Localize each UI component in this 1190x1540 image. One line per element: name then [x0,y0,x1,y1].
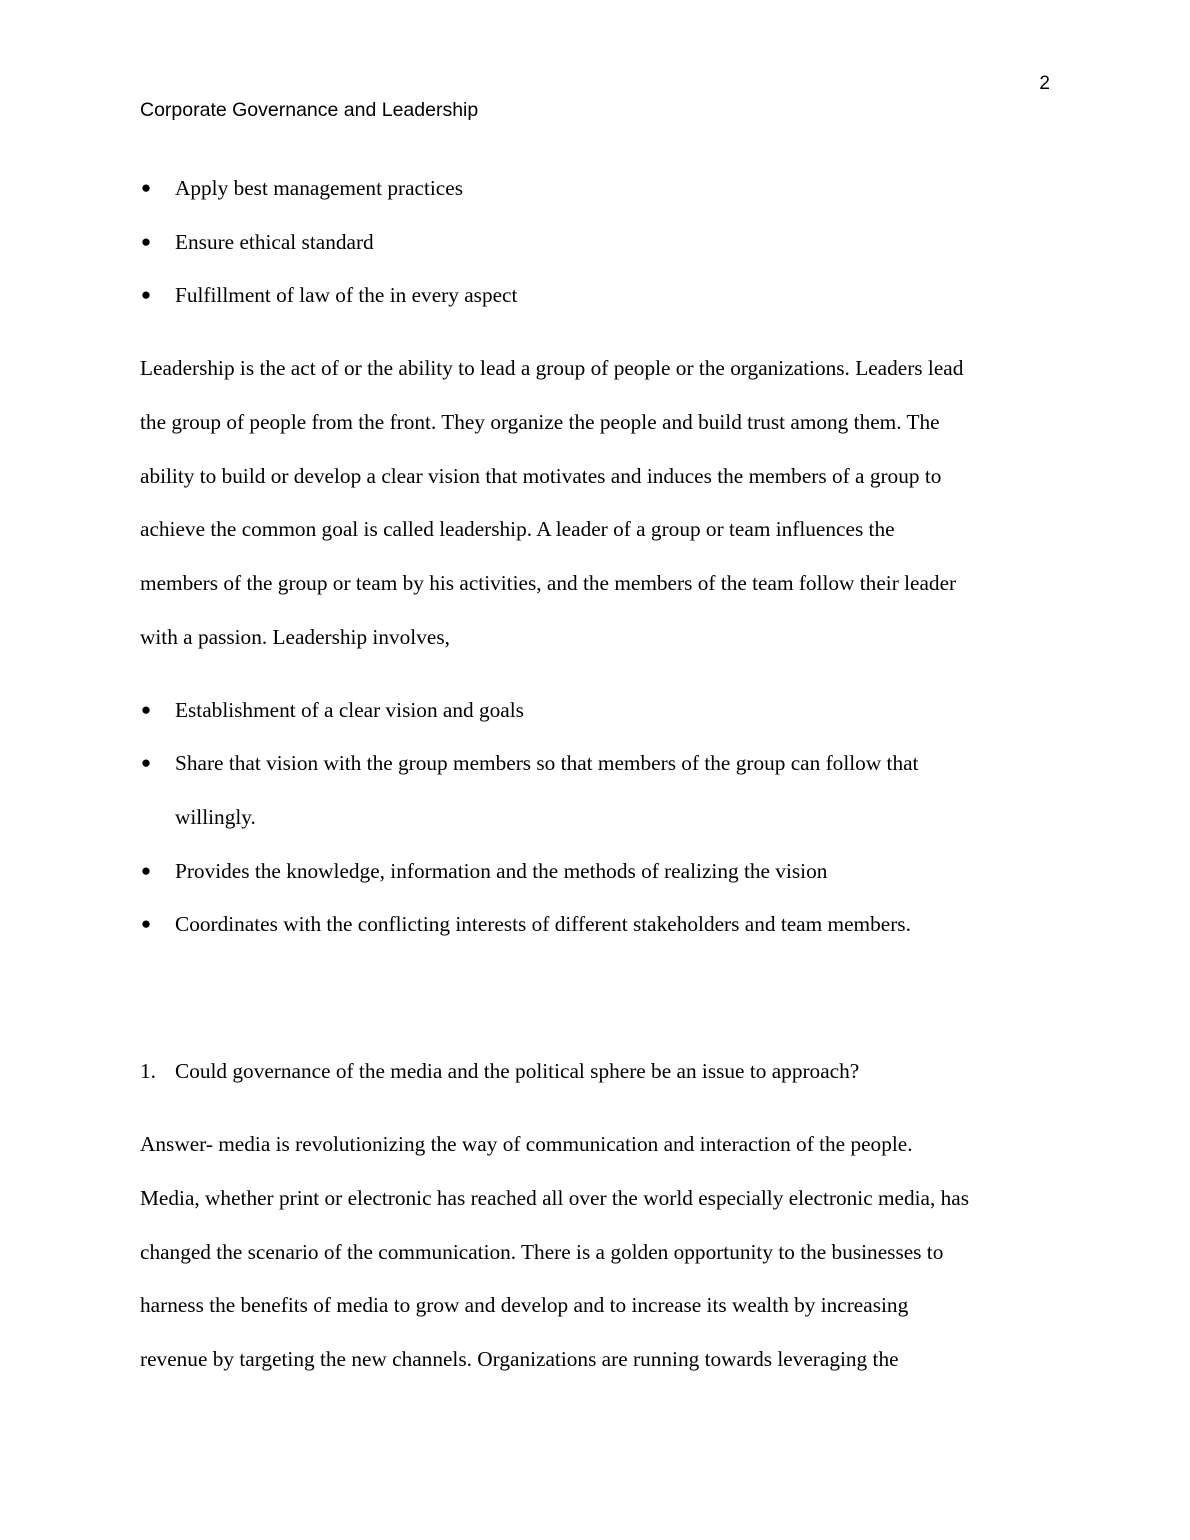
leadership-paragraph [140,353,963,676]
paragraph-line: ability to build or develop a clear vision that motivates and induces the members of a group to [140,463,942,488]
list-item-text: Establishment of a clear vision and goals [175,698,524,722]
paragraph-line: Answer- media is revolutionizing the way of communication and interaction of the people. [140,1132,913,1156]
answer-paragraph [140,1129,969,1398]
bullet-dot-icon: ● [140,700,152,719]
paragraph-line: changed the scenario of the communication. There is a golden opportunity to the businesses to [140,1239,944,1264]
paragraph-line: with a passion. Leadership involves, [140,624,450,649]
bullet-dot-icon: ● [140,232,152,251]
bullet-dot-icon: ● [140,753,152,772]
paragraph-line: harness the benefits of media to grow and develop and to increase its wealth by increasing [140,1293,909,1318]
list-item-text: Share that vision with the group members so that members of the group can follow that [175,751,919,775]
paragraph-line: the group of people from the front. They organize the people and build trust among them. The [140,409,940,434]
list-item-text: Coordinates with the conflicting interests of different stakeholders and team members. [175,912,911,936]
paragraph-line: Media, whether print or electronic has reached all over the world especially electronic media, has [140,1185,970,1210]
bullet-dot-icon: ● [140,914,152,933]
paragraph-line: Leadership is the act of or the ability to lead a group of people or the organizations. Leaders lead [140,356,964,380]
question-number: 1. [140,1059,156,1083]
running-head: Corporate Governance and Leadership [140,99,479,121]
question-text: Could governance of the media and the political sphere be an issue to approach? [175,1059,860,1083]
bullet-dot-icon: ● [140,285,152,304]
page-number: 2 [1039,73,1050,94]
bullet-dot-icon: ● [140,861,152,880]
paragraph-line: members of the group or team by his activities, and the members of the team follow their leader [140,571,957,596]
list-item-text: Fulfillment of law of the in every aspect [175,283,518,307]
list-item-text: willingly. [175,804,256,829]
bullet-dot-icon: ● [140,178,152,197]
list-item-text: Ensure ethical standard [175,230,374,254]
list-item-text: Apply best management practices [175,176,463,200]
paragraph-line: revenue by targeting the new channels. Organizations are running towards leveraging the [140,1347,899,1372]
paragraph-line: achieve the common goal is called leadership. A leader of a group or team influences the [140,517,895,542]
list-item-text: Provides the knowledge, information and the methods of realizing the vision [175,859,828,883]
